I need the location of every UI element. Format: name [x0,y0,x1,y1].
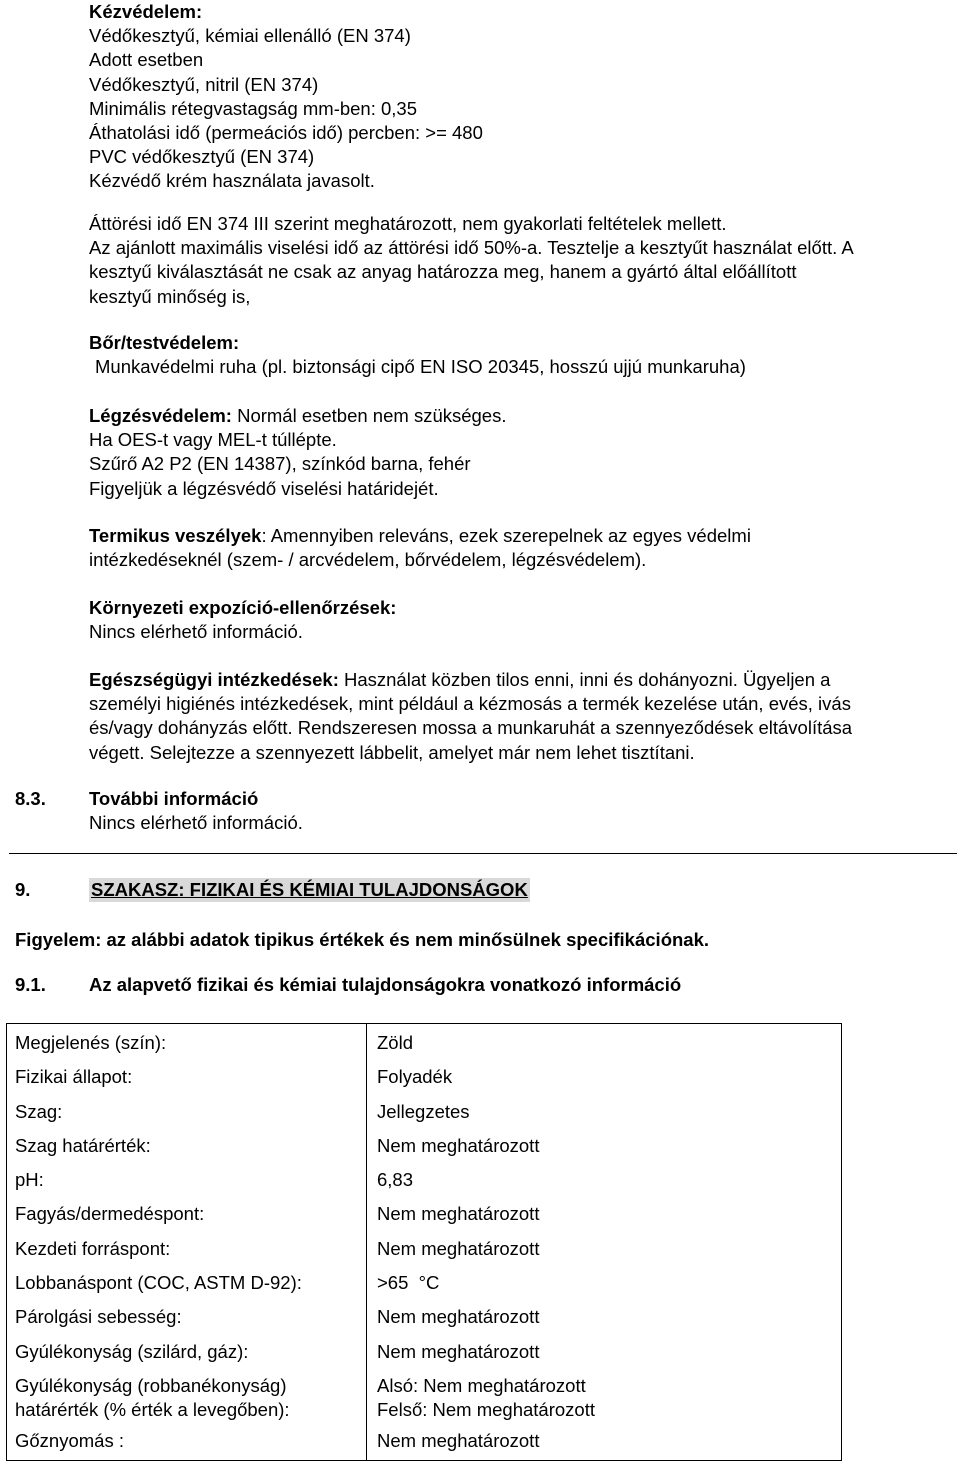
health-line: személyi higiénés intézkedések, mint például a kézmosás a termék kezelése után, evés, ivás [89,693,851,715]
hand-line: PVC védőkesztyű (EN 374) [89,146,315,168]
prop-label: Szag: [15,1100,63,1122]
thermal-block [89,524,751,572]
prop-value: 6,83 [377,1169,414,1191]
prop-value: Nem meghatározott [377,1340,540,1362]
properties-table [6,1023,842,1461]
health-line1: Használat közben tilos enni, inni és dohányozni. Ügyeljen a [338,669,831,690]
hand-line: Kézvédő krém használata javasolt. [89,170,375,192]
health-title: Egészségügyi intézkedések: [89,669,339,690]
respiratory-title: Légzésvédelem: [89,405,232,426]
prop-value: Nem meghatározott [377,1306,540,1328]
respiratory-line: Szűrő A2 P2 (EN 14387), színkód barna, fehér [89,453,471,475]
thermal-line1: : Amennyiben releváns, ezek szerepelnek az egyes védelmi [261,525,751,546]
hand-line: Védőkesztyű, kémiai ellenálló (EN 374) [89,25,411,47]
environmental-text: Nincs elérhető információ. [89,621,303,643]
health-line: végett. Selejtezze a szennyezett lábbelit, amelyet már nem lehet tisztítani. [89,741,695,763]
health-line: és/vagy dohányzás előtt. Rendszeresen mossa a munkaruhát a szennyeződések eltávolítása [89,717,853,739]
prop-label: Fizikai állapot: [15,1066,133,1088]
prop-value: Nem meghatározott [377,1134,540,1156]
prop-value: Zöld [377,1032,413,1053]
properties-labels [7,1024,367,1461]
prop-label: Kezdeti forráspont: [15,1237,171,1259]
environmental-block [89,596,396,644]
section-8-3-block [89,787,303,835]
hand-line: Áthatolási idő (permeációs idő) percben: >= 480 [89,122,483,144]
section-9-title: SZAKASZ: FIZIKAI ÉS KÉMIAI TULAJDONSÁGOK [91,879,528,900]
prop-label: Gőznyomás : [15,1429,124,1451]
prop-label: Gyúlékonyság (robbanékonyság) [15,1374,287,1396]
prop-value: Jellegzetes [377,1100,470,1122]
section-divider [9,853,957,854]
respiratory-line: Figyeljük a légzésvédő viselési határidejét. [89,477,439,499]
prop-label: Szag határérték: [15,1134,151,1156]
hand-para-line: kesztyű kiválasztását ne csak az anyag határozza meg, hanem a gyártó által előállított [89,261,797,283]
environmental-title: Környezeti expozíció-ellenőrzések: [89,597,397,618]
hand-para-line: kesztyű minőség is, [89,285,251,307]
skin-protection-title: Bőr/testvédelem: [89,332,240,353]
respiratory-line: Ha OES-t vagy MEL-t túllépte. [89,429,337,451]
section-9-number: 9. [15,879,31,900]
prop-value: Nem meghatározott [377,1237,540,1259]
prop-value: >65 °C [377,1272,440,1294]
prop-label: Gyúlékonyság (szilárd, gáz): [15,1340,249,1362]
prop-value: Felső: Nem meghatározott [377,1398,595,1420]
properties-values [367,1024,842,1461]
prop-label: Megjelenés (szín): [15,1032,167,1053]
prop-label: Lobbanáspont (COC, ASTM D-92): [15,1272,302,1294]
hand-protection-block [89,0,483,194]
hand-protection-title: Kézvédelem: [89,1,203,22]
prop-label: Párolgási sebesség: [15,1306,182,1328]
hand-paragraph [89,212,854,309]
respiratory-first: Normál esetben nem szükséges. [231,405,507,426]
prop-label: határérték (% érték a levegőben): [15,1398,290,1420]
hand-line: Védőkesztyű, nitril (EN 374) [89,73,319,95]
thermal-line2: intézkedéseknél (szem- / arcvédelem, bőrvédelem, légzésvédelem). [89,549,647,571]
prop-label: Fagyás/dermedéspont: [15,1203,205,1225]
prop-value: Nem meghatározott [377,1203,540,1225]
thermal-title: Termikus veszélyek [89,525,262,546]
section-9-1-number: 9.1. [15,974,46,995]
health-block [89,668,852,765]
prop-value: Folyadék [377,1066,453,1088]
section-9-note: Figyelem: az alábbi adatok tipikus értékek és nem minősülnek specifikációnak. [15,929,710,950]
section-9-1-title: Az alapvető fizikai és kémiai tulajdonságokra vonatkozó információ [89,974,682,995]
section-8-3-number: 8.3. [15,788,46,809]
hand-para-line: Az ajánlott maximális viselési idő az áttörési idő 50%-a. Tesztelje a kesztyűt használat előtt. A [89,237,854,259]
prop-value: Alsó: Nem meghatározott [377,1374,586,1396]
section-8-3-title: További információ [89,788,259,809]
hand-line: Minimális rétegvastagság mm-ben: 0,35 [89,97,418,119]
hand-para-line: Áttörési idő EN 374 III szerint meghatározott, nem gyakorlati feltételek mellett. [89,213,727,234]
hand-line: Adott esetben [89,49,204,71]
prop-label: pH: [15,1169,44,1191]
section-8-3-text: Nincs elérhető információ. [89,812,303,834]
skin-protection-text: Munkavédelmi ruha (pl. biztonsági cipő EN ISO 20345, hosszú ujjú munkaruha) [95,356,746,378]
respiratory-block [89,404,506,501]
prop-value: Nem meghatározott [377,1429,540,1451]
skin-protection-block [89,331,746,379]
